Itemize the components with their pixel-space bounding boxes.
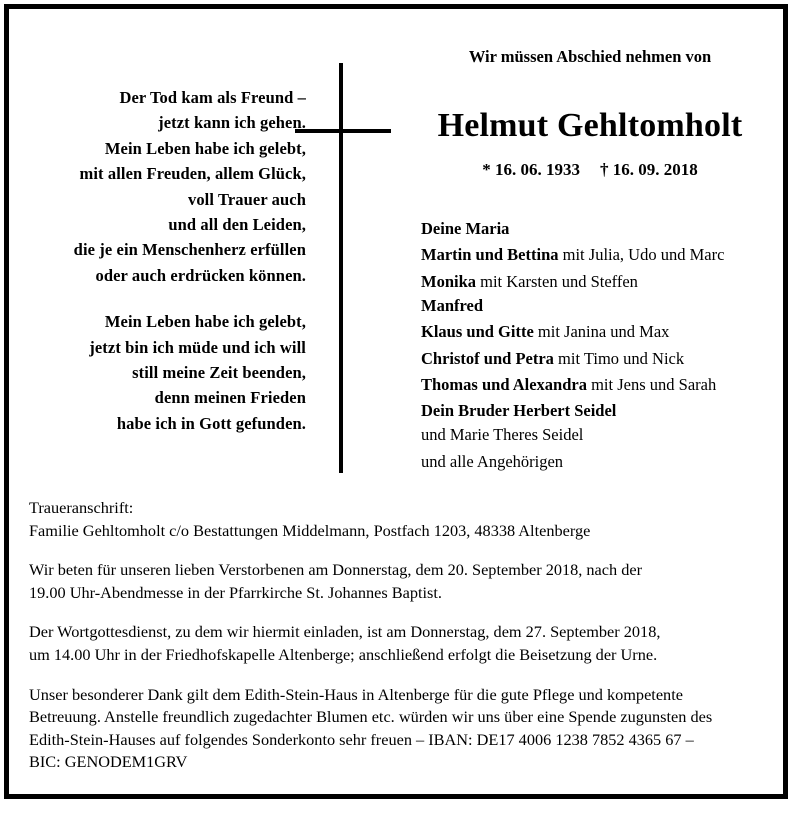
cross-icon-horizontal-bar bbox=[295, 129, 391, 133]
mourner-secondary: und Marie Theres Seidel bbox=[421, 425, 584, 445]
obituary-notice bbox=[4, 4, 788, 799]
poem-line: voll Trauer auch bbox=[187, 189, 306, 209]
word-service-line: um 14.00 Uhr in der Friedhofskapelle Altenberge; anschließend erfolgt die Beisetzung der Urne. bbox=[29, 644, 658, 664]
mourner-primary: Christof und Petra bbox=[421, 348, 554, 368]
cross-icon-vertical-bar bbox=[339, 63, 343, 473]
list-item bbox=[421, 219, 789, 239]
donation-block bbox=[29, 684, 775, 774]
word-service-block bbox=[29, 621, 775, 666]
mourner-primary: Manfred bbox=[421, 295, 484, 315]
list-item bbox=[421, 425, 789, 445]
list-item bbox=[421, 296, 789, 316]
poem-stanza-2 bbox=[23, 309, 306, 436]
death-date: † 16. 09. 2018 bbox=[600, 160, 698, 179]
list-item bbox=[421, 245, 789, 265]
mourning-address-block bbox=[29, 497, 775, 542]
poem-line: Mein Leben habe ich gelebt, bbox=[104, 138, 306, 158]
list-item bbox=[421, 322, 789, 342]
poem-line: jetzt kann ich gehen. bbox=[158, 113, 306, 133]
mourners-list bbox=[421, 219, 789, 478]
poem-line: jetzt bin ich müde und ich will bbox=[89, 337, 306, 357]
notice-details bbox=[29, 497, 775, 774]
mourner-secondary: mit Julia, Udo und Marc bbox=[558, 245, 725, 265]
prayer-service-block bbox=[29, 559, 775, 604]
mourner-primary: Dein Bruder Herbert Seidel bbox=[421, 401, 617, 421]
mourner-primary: Deine Maria bbox=[421, 219, 510, 238]
list-item bbox=[421, 272, 789, 292]
poem-line: habe ich in Gott gefunden. bbox=[116, 413, 306, 433]
donation-line: Betreuung. Anstelle freundlich zugedachter Blumen etc. würden wir uns über eine Spende zugunsten des bbox=[29, 707, 713, 727]
donation-line: Unser besonderer Dank gilt dem Edith-Stein-Haus in Altenberge für die gute Pflege und kompetente bbox=[29, 684, 683, 704]
memorial-poem bbox=[23, 85, 306, 436]
donation-iban-line: Edith-Stein-Hauses auf folgendes Sonderkonto sehr freuen – IBAN: DE17 4006 1238 7852 4365 67 – bbox=[29, 729, 694, 749]
deceased-name: Helmut Gehltomholt bbox=[437, 107, 743, 144]
mourner-secondary: mit Janina und Max bbox=[533, 322, 670, 342]
mourner-primary: Monika bbox=[421, 271, 477, 291]
list-item bbox=[421, 401, 789, 421]
donation-bic-line: BIC: GENODEM1GRV bbox=[29, 752, 188, 772]
list-item bbox=[421, 349, 789, 369]
mourner-secondary: mit Jens und Sarah bbox=[586, 374, 717, 394]
poem-line: Der Tod kam als Freund – bbox=[119, 88, 306, 107]
poem-line: still meine Zeit beenden, bbox=[132, 363, 306, 383]
mourner-primary: Martin und Bettina bbox=[421, 245, 559, 265]
lead-in-text: Wir müssen Abschied nehmen von bbox=[468, 47, 712, 66]
mourner-secondary: und alle Angehörigen bbox=[421, 451, 564, 471]
poem-stanza-1 bbox=[23, 85, 306, 288]
mourner-primary: Thomas und Alexandra bbox=[421, 374, 587, 394]
mourner-secondary: mit Timo und Nick bbox=[553, 348, 685, 368]
word-service-line: Der Wortgottesdienst, zu dem wir hiermit einladen, ist am Donnerstag, dem 27. September 2018, bbox=[29, 622, 661, 642]
poem-line: mit allen Freuden, allem Glück, bbox=[79, 164, 306, 184]
list-item bbox=[421, 452, 789, 472]
mourning-address-label: Traueranschrift: bbox=[29, 498, 134, 517]
mourner-primary: Klaus und Gitte bbox=[421, 322, 534, 342]
birth-date: * 16. 06. 1933 bbox=[482, 160, 580, 179]
poem-line: oder auch erdrücken können. bbox=[95, 265, 306, 285]
prayer-service-line: 19.00 Uhr-Abendmesse in der Pfarrkirche St. Johannes Baptist. bbox=[29, 582, 442, 602]
mourning-address-line: Familie Gehltomholt c/o Bestattungen Middelmann, Postfach 1203, 48338 Altenberge bbox=[29, 520, 591, 540]
mourner-secondary: mit Karsten und Steffen bbox=[476, 271, 638, 291]
poem-line: Mein Leben habe ich gelebt, bbox=[104, 312, 306, 332]
life-dates bbox=[405, 159, 775, 181]
list-item bbox=[421, 375, 789, 395]
prayer-service-line: Wir beten für unseren lieben Verstorbenen am Donnerstag, dem 20. September 2018, nach der bbox=[29, 560, 643, 580]
poem-line: und all den Leiden, bbox=[168, 215, 306, 235]
poem-line: die je ein Menschenherz erfüllen bbox=[73, 240, 306, 260]
poem-line: denn meinen Frieden bbox=[154, 388, 306, 408]
